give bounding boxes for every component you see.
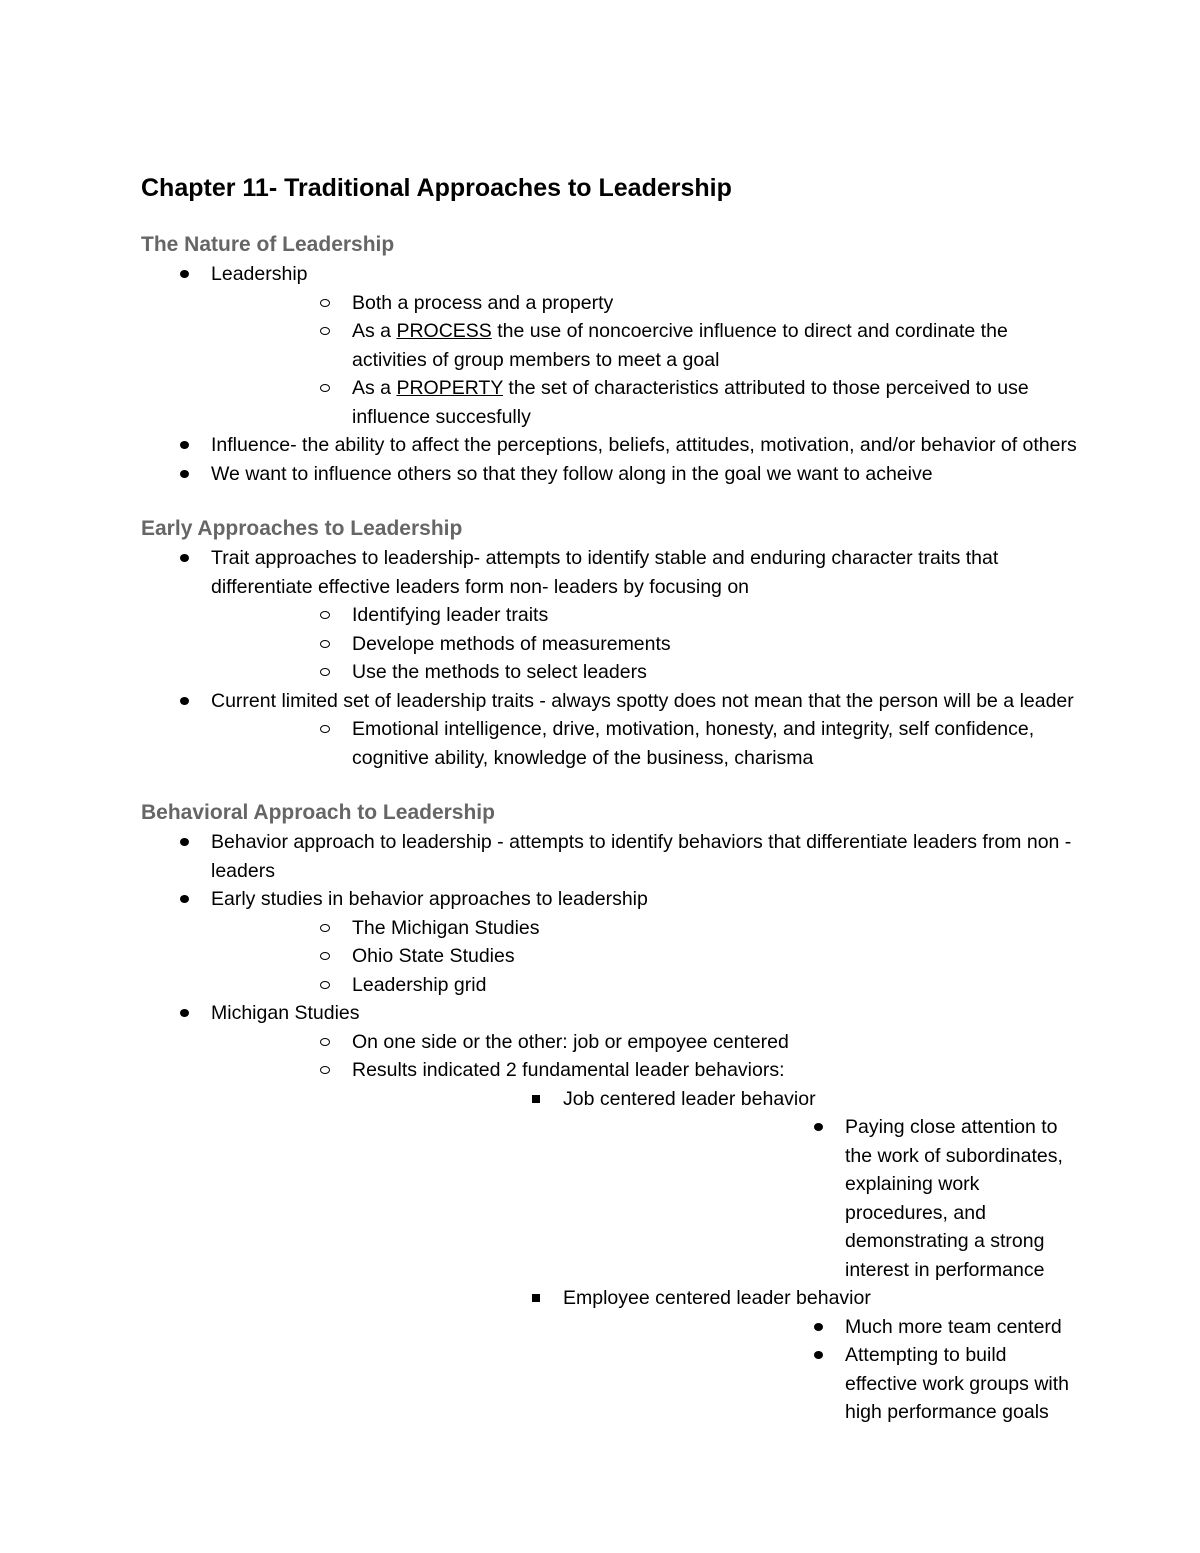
list-item: Use the methods to select leaders: [211, 658, 1081, 687]
sub-list: [211, 289, 1081, 432]
bullet-circle-icon: [317, 658, 333, 687]
bullet-disc-icon: [176, 828, 192, 857]
bullet-disc-icon: [176, 260, 192, 289]
sub-list: [211, 601, 1081, 687]
sub-list: [211, 715, 1081, 772]
list-item: Employee centered leader behavior Much more team centerd Attempting to build effective work groups with high performance goals: [352, 1284, 1081, 1427]
bullet-circle-icon: [317, 1056, 333, 1085]
bullet-disc-icon: [176, 999, 192, 1028]
list-item: Trait approaches to leadership- attempts to identify stable and enduring character traits that differentiate effective leaders form non- leaders by focusing on Identifying leader traits Develope methods of measurements Use the methods to select leaders: [141, 544, 1081, 687]
bullet-circle-icon: [317, 715, 333, 744]
sub-list: [211, 914, 1081, 1000]
list-item: Leadership grid: [211, 971, 1081, 1000]
section-heading: Early Approaches to Leadership: [141, 517, 463, 540]
bullet-disc-icon: [176, 460, 192, 489]
underlined-term: PROCESS: [396, 320, 492, 342]
list-item: Emotional intelligence, drive, motivation, honesty, and integrity, self confidence, cognitive ability, knowledge of the business, charisma: [211, 715, 1081, 772]
bullet-disc-icon: [176, 431, 192, 460]
list-item: The Michigan Studies: [211, 914, 1081, 943]
bullet-circle-icon: [317, 942, 333, 971]
bullet-circle-icon: [317, 374, 333, 403]
section-heading: The Nature of Leadership: [141, 233, 395, 256]
bullet-list: [141, 260, 1081, 488]
bullet-disc-icon: [176, 544, 192, 573]
list-item: Paying close attention to the work of subordinates, explaining work procedures, and demonstrating a strong interest in performance: [563, 1113, 1081, 1284]
bullet-square-icon: [528, 1085, 544, 1114]
list-item: On one side or the other: job or empoyee centered: [211, 1028, 1081, 1057]
document-body: [141, 168, 1081, 1427]
bullet-square-icon: [528, 1284, 544, 1313]
section-heading: Behavioral Approach to Leadership: [141, 801, 495, 824]
list-item: Behavior approach to leadership - attempts to identify behaviors that differentiate leaders from non - leaders: [141, 828, 1081, 885]
bullet-disc-icon: [176, 687, 192, 716]
list-item: Michigan Studies On one side or the other: job or empoyee centered Results indicated 2 fundamental leader behaviors: Job centered leader behavior Paying close attention to the work of subordinates, explaining work procedures, and demonstrating a strong interest in performance Employee centered leader behavior Much more team centerd Attempting to build effective work groups with high performance goals: [141, 999, 1081, 1427]
list-item: Attempting to build effective work groups with high performance goals: [563, 1341, 1081, 1427]
sub-sub-sub-list: [563, 1113, 1081, 1284]
list-item: As a PROCESS the use of noncoercive influence to direct and cordinate the activities of group members to meet a goal: [211, 317, 1081, 374]
list-item: Current limited set of leadership traits - always spotty does not mean that the person will be a leader Emotional intelligence, drive, motivation, honesty, and integrity, self confidence, cognitive ability, knowledge of the business, charisma: [141, 687, 1081, 773]
section-nature-of-leadership: [141, 230, 1081, 488]
bullet-circle-icon: [317, 630, 333, 659]
sub-list: [211, 1028, 1081, 1427]
sub-sub-sub-list: [563, 1313, 1081, 1427]
list-item: Job centered leader behavior Paying close attention to the work of subordinates, explaining work procedures, and demonstrating a strong interest in performance: [352, 1085, 1081, 1285]
sub-sub-list: [352, 1085, 1081, 1427]
bullet-list: [141, 544, 1081, 772]
bullet-circle-icon: [317, 289, 333, 318]
section-behavioral-approach: [141, 798, 1081, 1427]
list-item: Develope methods of measurements: [211, 630, 1081, 659]
bullet-disc-icon: [810, 1341, 826, 1370]
underlined-term: PROPERTY: [396, 377, 504, 399]
list-item: Much more team centerd: [563, 1313, 1081, 1342]
bullet-disc-icon: [810, 1313, 826, 1342]
page-title: Chapter 11- Traditional Approaches to Leadership: [141, 174, 732, 202]
list-item: Identifying leader traits: [211, 601, 1081, 630]
list-item: Early studies in behavior approaches to leadership The Michigan Studies Ohio State Studies Leadership grid: [141, 885, 1081, 999]
bullet-disc-icon: [176, 885, 192, 914]
list-item: We want to influence others so that they follow along in the goal we want to acheive: [141, 460, 1081, 489]
list-item: Results indicated 2 fundamental leader behaviors: Job centered leader behavior Paying close attention to the work of subordinates, explaining work procedures, and demonstrating a strong interest in performance Employee centered leader behavior Much more team centerd Attempting to build effective work groups with high performance goals: [211, 1056, 1081, 1427]
section-early-approaches: [141, 514, 1081, 772]
bullet-circle-icon: [317, 317, 333, 346]
bullet-circle-icon: [317, 601, 333, 630]
list-item: Leadership Both a process and a property As a PROCESS the use of noncoercive influence to direct and cordinate the activities of group members to meet a goal As a PROPERTY the set of characteristics attributed to those perceived to use influence succesfully: [141, 260, 1081, 431]
list-item: As a PROPERTY the set of characteristics attributed to those perceived to use influence succesfully: [211, 374, 1081, 431]
bullet-circle-icon: [317, 914, 333, 943]
bullet-circle-icon: [317, 1028, 333, 1057]
list-item: Ohio State Studies: [211, 942, 1081, 971]
list-item: Influence- the ability to affect the perceptions, beliefs, attitudes, motivation, and/or behavior of others: [141, 431, 1081, 460]
bullet-circle-icon: [317, 971, 333, 1000]
bullet-disc-icon: [810, 1113, 826, 1142]
bullet-list: [141, 828, 1081, 1427]
list-item: Both a process and a property: [211, 289, 1081, 318]
